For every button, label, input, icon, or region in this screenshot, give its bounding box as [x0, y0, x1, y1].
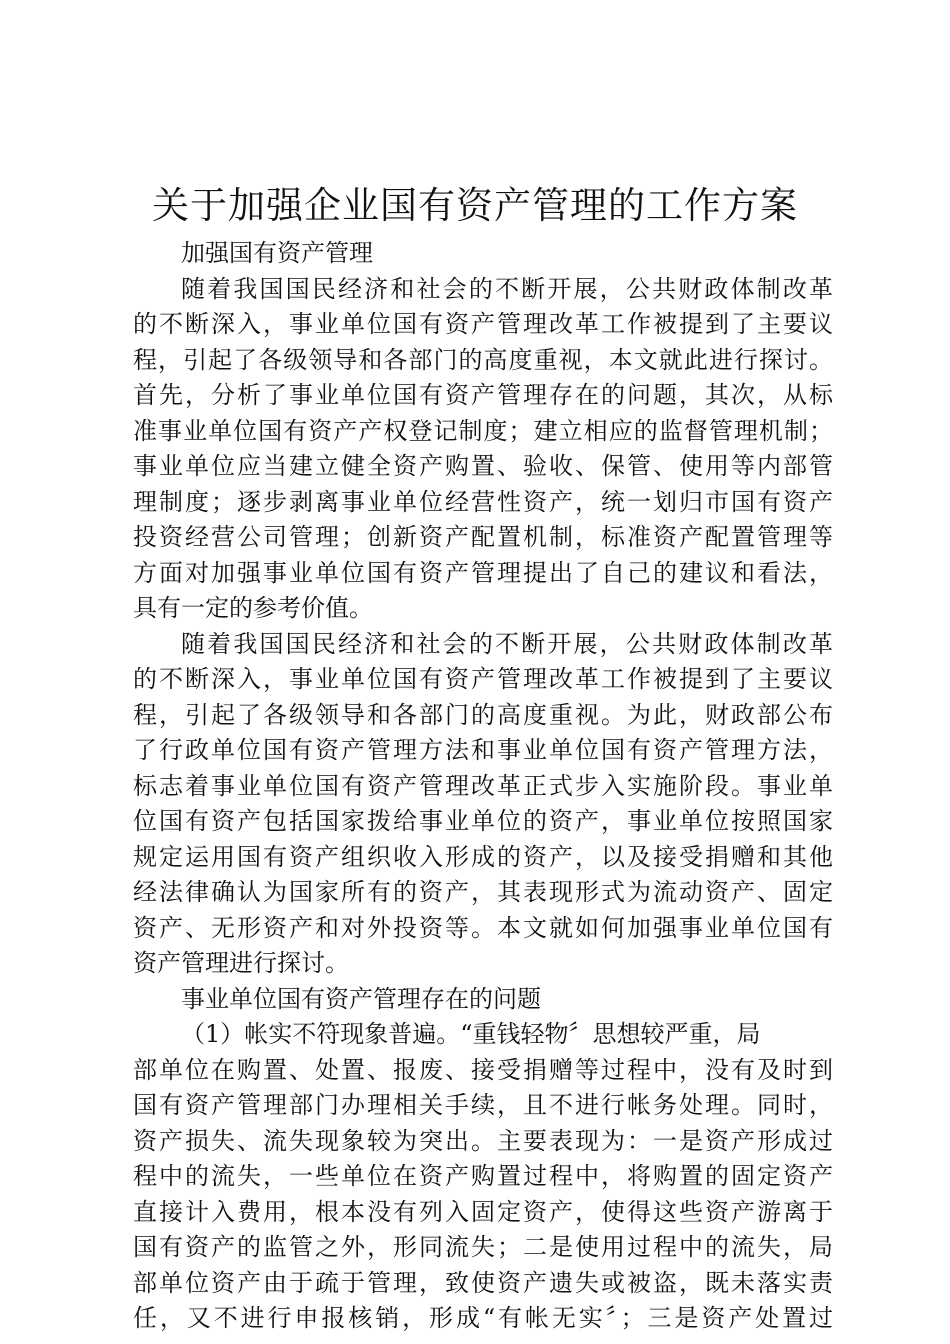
- paragraph-line: 程中的流失，一些单位在资产购置过程中，将购置的固定资产: [133, 1162, 833, 1190]
- paragraph-line: 随着我国国民经济和社会的不断开展，公共财政体制改革: [181, 629, 833, 658]
- paragraph-line: 任，又不进行申报核销，形成“有帐无实〞；三是资产处置过: [133, 1304, 833, 1332]
- paragraph-line: 部单位在购置、处置、报废、接受捐赠等过程中，没有及时到: [133, 1055, 833, 1084]
- paragraph-line: 部单位资产由于疏于管理，致使资产遗失或被盗，既未落实责: [133, 1268, 833, 1297]
- paragraph-line: 事业单位应当建立健全资产购置、验收、保管、使用等内部管: [133, 452, 833, 480]
- paragraph-line: 国有资产的监管之外，形同流失；二是使用过程中的流失，局: [133, 1233, 833, 1261]
- paragraph-line: 随着我国国民经济和社会的不断开展，公共财政体制改革: [181, 274, 833, 303]
- section-heading: 加强国有资产管理: [181, 239, 373, 267]
- paragraph-line: 理制度；逐步剥离事业单位经营性资产，统一划归市国有资产: [133, 487, 833, 516]
- paragraph-line: 国有资产管理部门办理相关手续，且不进行帐务处理。同时，: [133, 1091, 833, 1119]
- paragraph-line: 方面对加强事业单位国有资产管理提出了自己的建议和看法，: [133, 558, 833, 587]
- paragraph-line: 准事业单位国有资产产权登记制度；建立相应的监督管理机制；: [133, 416, 833, 445]
- paragraph-line: 首先，分析了事业单位国有资产管理存在的问题，其次，从标: [133, 381, 833, 409]
- paragraph-line: 经法律确认为国家所有的资产，其表现形式为流动资产、固定: [133, 878, 833, 906]
- paragraph-line: 程，引起了各级领导和各部门的高度重视，本文就此进行探讨。: [133, 345, 833, 374]
- paragraph-line: 位国有资产包括国家拨给事业单位的资产，事业单位按照国家: [133, 807, 833, 835]
- paragraph-line: 直接计入费用，根本没有列入固定资产，使得这些资产游离于: [133, 1197, 833, 1226]
- paragraph-line: 具有一定的参考价值。: [133, 594, 373, 622]
- paragraph-line: 的不断深入，事业单位国有资产管理改革工作被提到了主要议: [133, 310, 833, 338]
- document-body: [133, 236, 833, 1337]
- document-title: 关于加强企业国有资产管理的工作方案: [152, 184, 798, 227]
- paragraph-line: 资产、无形资产和对外投资等。本文就如何加强事业单位国有: [133, 913, 833, 942]
- section-heading: 事业单位国有资产管理存在的问题: [181, 984, 541, 1013]
- paragraph-line: 资产损失、流失现象较为突出。主要表现为：一是资产形成过: [133, 1126, 833, 1155]
- paragraph-line: 资产管理进行探讨。: [133, 949, 349, 977]
- paragraph-line: 标志着事业单位国有资产管理改革正式步入实施阶段。事业单: [133, 771, 833, 800]
- paragraph-line: 规定运用国有资产组织收入形成的资产，以及接受捐赠和其他: [133, 842, 833, 871]
- paragraph-line: 投资经营公司管理；创新资产配置机制，标准资产配置管理等: [133, 523, 833, 551]
- paragraph-line: 的不断深入，事业单位国有资产管理改革工作被提到了主要议: [133, 665, 833, 693]
- paragraph-line: （1）帐实不符现象普遍。“重钱轻物〞思想较严重，局: [181, 1020, 761, 1048]
- paragraph-line: 了行政单位国有资产管理方法和事业单位国有资产管理方法，: [133, 736, 833, 764]
- paragraph-line: 程，引起了各级领导和各部门的高度重视。为此，财政部公布: [133, 700, 833, 729]
